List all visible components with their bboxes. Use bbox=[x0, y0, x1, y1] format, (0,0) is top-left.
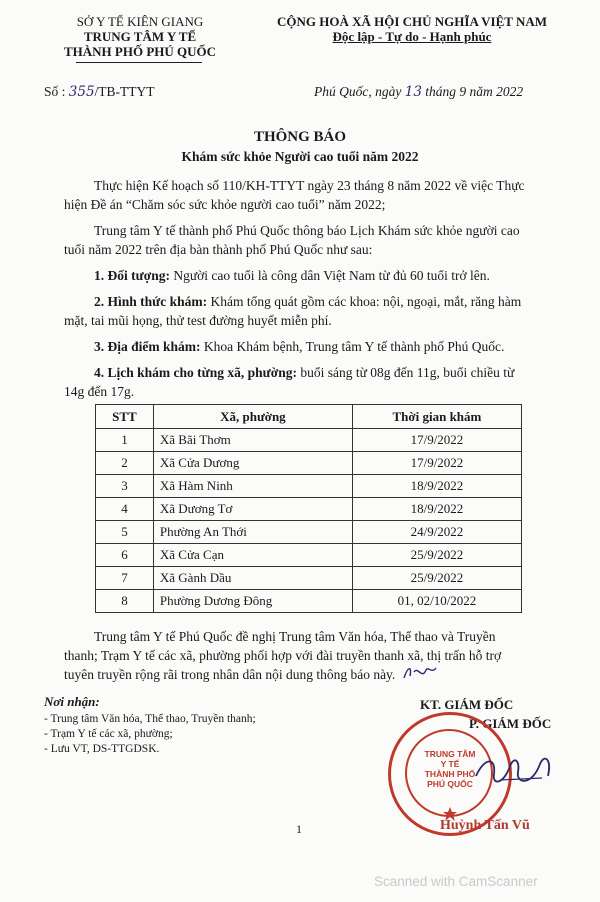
row-ward: Xã Hàm Ninh bbox=[153, 475, 352, 498]
stamp-line: THÀNH PHỐ bbox=[424, 769, 476, 779]
recipients-title: Nơi nhận: bbox=[44, 694, 100, 709]
row-time: 17/9/2022 bbox=[352, 429, 521, 452]
table-header-row bbox=[96, 405, 522, 429]
item-3-text: Khoa Khám bệnh, Trung tâm Y tế thành phố Phú Quốc. bbox=[200, 339, 505, 354]
recipient-item: - Trạm Y tế các xã, phường; bbox=[44, 728, 173, 740]
table-row bbox=[96, 452, 522, 475]
row-ward: Xã Cửa Cạn bbox=[153, 544, 352, 567]
table-row bbox=[96, 475, 522, 498]
item-2 bbox=[94, 292, 521, 311]
stamp-line: Y TẾ bbox=[440, 759, 460, 769]
p2-line2: tuổi năm 2022 trên địa bàn thành phố Phú Quốc như sau: bbox=[64, 242, 373, 257]
stamp-line: PHÚ QUỐC bbox=[427, 779, 473, 789]
item-4 bbox=[94, 363, 514, 382]
header-time: Thời gian khám bbox=[352, 405, 521, 429]
signer-name: Huỳnh Tấn Vũ bbox=[440, 818, 530, 833]
row-stt: 8 bbox=[96, 590, 154, 613]
item-2-line2: mặt, tai mũi họng, thử test đường huyết miễn phí. bbox=[64, 313, 332, 328]
item-3 bbox=[94, 337, 504, 356]
closing-line1: Trung tâm Y tế Phú Quốc đề nghị Trung tâm Văn hóa, Thể thao và Truyền bbox=[94, 629, 496, 644]
closing-line3: tuyên truyền rộng rãi trong nhân dân nội dung thông báo này. bbox=[64, 667, 396, 682]
item-3-label: 3. Địa điểm khám: bbox=[94, 339, 201, 354]
agency-line1: SỞ Y TẾ KIÊN GIANG bbox=[76, 14, 204, 29]
row-stt: 5 bbox=[96, 521, 154, 544]
document-number bbox=[44, 84, 155, 100]
scanner-watermark: Scanned with CamScanner bbox=[374, 874, 538, 889]
row-stt: 7 bbox=[96, 567, 154, 590]
nation-line1: CỘNG HOÀ XÃ HỘI CHỦ NGHĨA VIỆT NAM bbox=[276, 14, 548, 29]
header-ward: Xã, phường bbox=[153, 405, 352, 429]
header-left bbox=[40, 14, 240, 59]
number-handwritten: 355 bbox=[68, 84, 95, 100]
header-stt: STT bbox=[96, 405, 154, 429]
table-row bbox=[96, 590, 522, 613]
recipient-item: - Trung tâm Văn hóa, Thể thao, Truyền thanh; bbox=[44, 713, 256, 725]
row-time: 25/9/2022 bbox=[352, 567, 521, 590]
item-2-text: Khám tổng quát gồm các khoa: nội, ngoại, mắt, răng hàm bbox=[207, 294, 522, 309]
item-1-label: 1. Đối tượng: bbox=[94, 268, 170, 283]
p1-line2: hiện Đề án “Chăm sóc sức khỏe người cao tuổi” năm 2022; bbox=[64, 197, 386, 212]
row-time: 25/9/2022 bbox=[352, 544, 521, 567]
table-row bbox=[96, 429, 522, 452]
signature-role: P. GIÁM ĐỐC bbox=[469, 716, 552, 731]
page-number: 1 bbox=[296, 822, 302, 836]
p1-line1: Thực hiện Kế hoạch số 110/KH-TTYT ngày 23 tháng 8 năm 2022 về việc Thực bbox=[94, 178, 525, 193]
row-ward: Xã Gành Dầu bbox=[153, 567, 352, 590]
document-date bbox=[314, 84, 523, 100]
row-ward: Xã Dương Tơ bbox=[153, 498, 352, 521]
p2-line1: Trung tâm Y tế thành phố Phú Quốc thông báo Lịch Khám sức khỏe người cao bbox=[94, 223, 520, 238]
row-stt: 1 bbox=[96, 429, 154, 452]
date-suffix: tháng 9 năm 2022 bbox=[425, 84, 524, 99]
row-ward: Xã Bãi Thơm bbox=[153, 429, 352, 452]
agency-line3: THÀNH PHỐ PHÚ QUỐC bbox=[63, 44, 217, 59]
recipient-item: - Lưu VT, DS-TTGDSK. bbox=[44, 743, 160, 755]
closing-line2: thanh; Trạm Y tế các xã, phường phối hợp với đài truyền thanh xã, thị trấn hỗ trợ bbox=[64, 648, 502, 663]
header-left-underline bbox=[76, 62, 202, 63]
item-1-text: Người cao tuổi là công dân Việt Nam từ đủ 60 tuổi trở lên. bbox=[169, 268, 490, 283]
document-title: THÔNG BÁO bbox=[253, 129, 347, 145]
date-prefix: Phú Quốc, ngày bbox=[314, 84, 402, 99]
number-prefix: Số : bbox=[44, 84, 66, 99]
item-4-line2: 14g đến 17g. bbox=[64, 384, 135, 399]
schedule-table bbox=[95, 404, 522, 613]
nation-line2: Độc lập - Tự do - Hạnh phúc bbox=[332, 29, 492, 44]
number-suffix: /TB-TTYT bbox=[94, 84, 155, 99]
row-time: 24/9/2022 bbox=[352, 521, 521, 544]
table-row bbox=[96, 498, 522, 521]
item-2-label: 2. Hình thức khám: bbox=[94, 294, 208, 309]
document-subtitle: Khám sức khỏe Người cao tuổi năm 2022 bbox=[181, 149, 419, 164]
row-stt: 2 bbox=[96, 452, 154, 475]
row-stt: 6 bbox=[96, 544, 154, 567]
item-4-label: 4. Lịch khám cho từng xã, phường: bbox=[94, 365, 297, 380]
handwritten-signature bbox=[470, 736, 560, 798]
table-row bbox=[96, 544, 522, 567]
table-row bbox=[96, 567, 522, 590]
item-4-text: buổi sáng từ 08g đến 11g, buổi chiều từ bbox=[296, 365, 515, 380]
row-ward: Xã Cửa Dương bbox=[153, 452, 352, 475]
table-row bbox=[96, 521, 522, 544]
signature-ks: KT. GIÁM ĐỐC bbox=[420, 697, 514, 712]
row-stt: 3 bbox=[96, 475, 154, 498]
row-ward: Phường An Thới bbox=[153, 521, 352, 544]
row-time: 18/9/2022 bbox=[352, 498, 521, 521]
row-stt: 4 bbox=[96, 498, 154, 521]
initials-mark bbox=[400, 662, 440, 684]
date-day: 13 bbox=[404, 84, 422, 100]
row-ward: Phường Dương Đông bbox=[153, 590, 352, 613]
agency-line2: TRUNG TÂM Y TẾ bbox=[83, 29, 197, 44]
recipients-list bbox=[44, 712, 256, 757]
row-time: 18/9/2022 bbox=[352, 475, 521, 498]
row-time: 01, 02/10/2022 bbox=[352, 590, 521, 613]
row-time: 17/9/2022 bbox=[352, 452, 521, 475]
item-1 bbox=[94, 266, 490, 285]
header-right bbox=[244, 14, 580, 44]
stamp-line: TRUNG TÂM bbox=[424, 749, 476, 759]
